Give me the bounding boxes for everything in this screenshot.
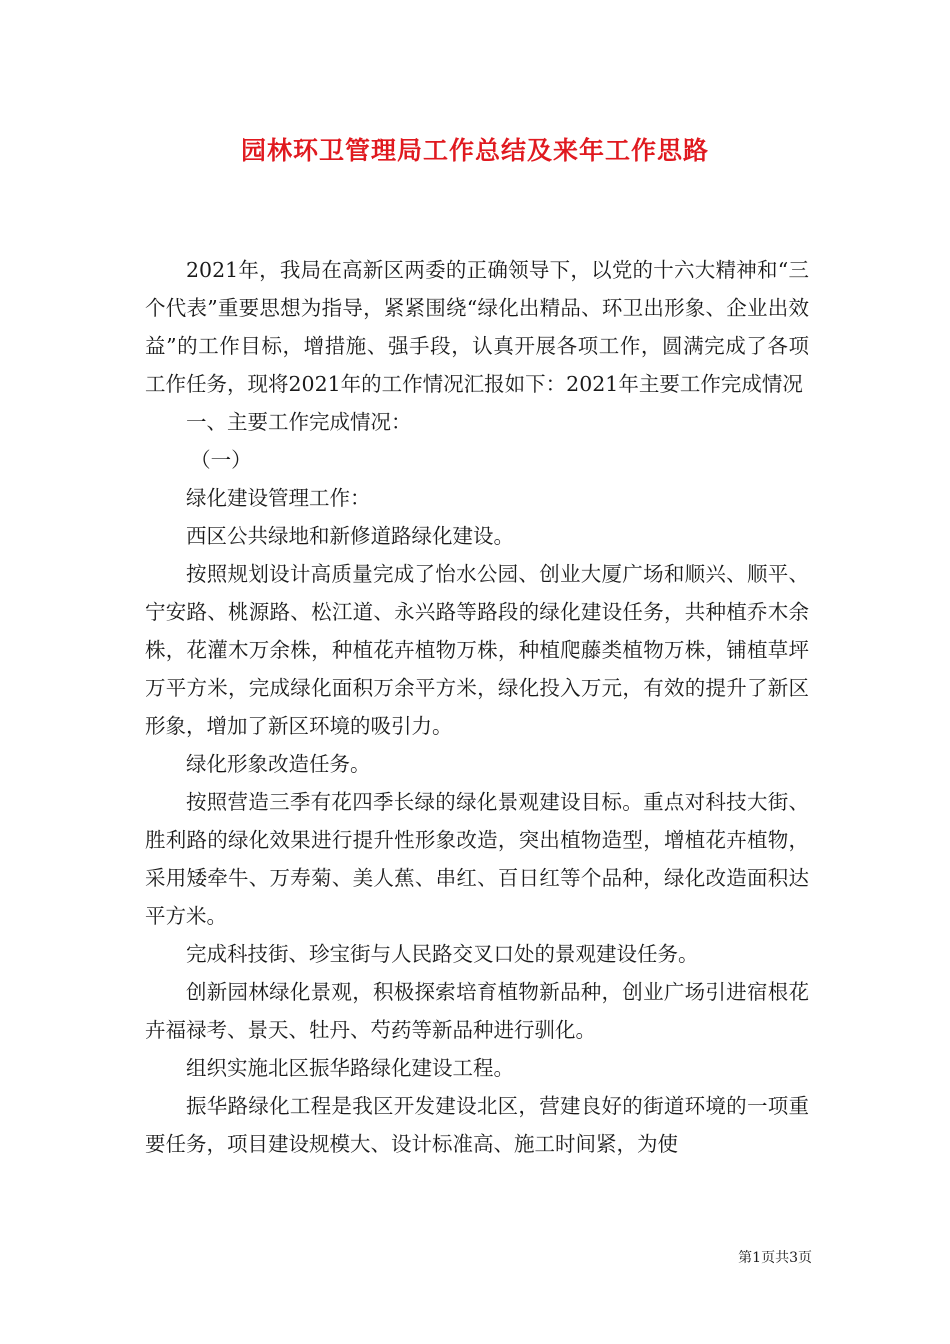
paragraph-intro: 2021年，我局在高新区两委的正确领导下，以党的十六大精神和“三个代表”重要思想为指导，紧紧围绕“绿化出精品、环卫出形象、企业出效益”的工作目标，增措施、强手段，认真开展各项工作，圆满完成了各项工作任务，现将2021年的工作情况汇报如下：2021年主要工作完成情况 bbox=[145, 258, 809, 396]
paragraph-body: 创新园林绿化景观，积极探索培育植物新品种，创业广场引进宿根花卉福禄考、景天、牡丹、芍药等新品种进行驯化。 bbox=[145, 980, 809, 1042]
item-heading: 西区公共绿地和新修道路绿化建设。 bbox=[186, 524, 514, 548]
paragraph-body: 完成科技街、珍宝街与人民路交叉口处的景观建设任务。 bbox=[186, 942, 699, 966]
section-heading: 一、主要工作完成情况： bbox=[186, 410, 412, 434]
subsection-heading: 绿化建设管理工作： bbox=[186, 486, 371, 510]
paragraph-body: 按照营造三季有花四季长绿的绿化景观建设目标。重点对科技大街、胜利路的绿化效果进行提升性形象改造，突出植物造型，增植花卉植物，采用矮牵牛、万寿菊、美人蕉、串红、百日红等个品种，绿化改造面积达平方米。 bbox=[145, 790, 809, 928]
item-heading: 组织实施北区振华路绿化建设工程。 bbox=[186, 1056, 514, 1080]
item-heading: 绿化形象改造任务。 bbox=[186, 752, 371, 776]
document-body bbox=[145, 251, 809, 1163]
document-title: 园林环卫管理局工作总结及来年工作思路 bbox=[240, 136, 709, 165]
paragraph-body: 按照规划设计高质量完成了怡水公园、创业大厦广场和顺兴、顺平、宁安路、桃源路、松江道、永兴路等路段的绿化建设任务，共种植乔木余株，花灌木万余株，种植花卉植物万株，种植爬藤类植物万株，铺植草坪万平方米，完成绿化面积万余平方米，绿化投入万元，有效的提升了新区形象，增加了新区环境的吸引力。 bbox=[145, 562, 809, 738]
page-number: 第1页共3页 bbox=[738, 1250, 812, 1266]
subsection-number: （一） bbox=[190, 448, 252, 472]
paragraph-body: 振华路绿化工程是我区开发建设北区，营建良好的街道环境的一项重要任务，项目建设规模大、设计标准高、施工时间紧，为使 bbox=[145, 1094, 809, 1156]
